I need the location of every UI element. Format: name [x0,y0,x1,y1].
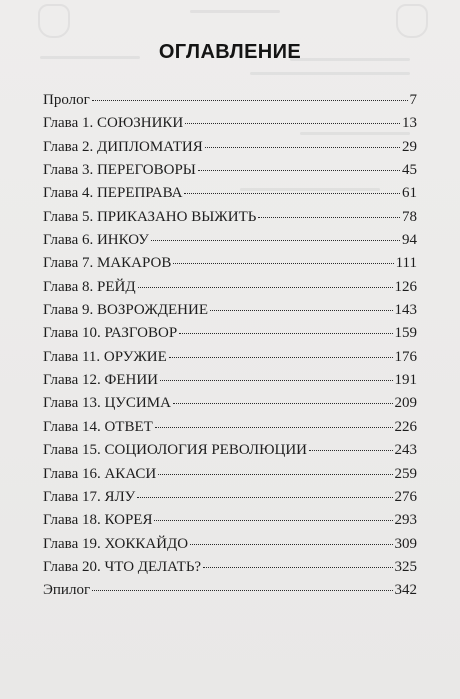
toc-entry-page: 309 [394,535,417,552]
toc-entry-title: Глава 13. ЦУСИМА [43,395,171,412]
toc-entry-title: Глава 11. ОРУЖИЕ [43,348,167,365]
toc-entry-page: 78 [402,208,417,225]
dot-leader [210,310,393,311]
dot-leader [205,147,400,148]
toc-entry-page: 191 [394,372,417,389]
toc-entry-page: 243 [394,442,417,459]
toc-entry-title: Глава 15. СОЦИОЛОГИЯ РЕВОЛЮЦИИ [43,442,308,459]
toc-entry-page: 276 [394,488,417,505]
toc-entry-title: Глава 1. СОЮЗНИКИ [43,115,184,132]
toc-entry-title: Глава 10. РАЗГОВОР [43,325,178,342]
toc-entry-title: Глава 17. ЯЛУ [43,488,136,505]
toc-entry[interactable] [43,206,417,229]
dot-leader [184,193,400,194]
table-of-contents-heading: ОГЛАВЛЕНИЕ [158,41,302,63]
toc-entry[interactable] [43,369,417,392]
toc-entry[interactable] [43,159,417,182]
toc-entry[interactable] [43,136,417,159]
toc-entry-title: Глава 6. ИНКОУ [43,232,149,249]
dot-leader [155,427,393,428]
toc-entry[interactable] [43,416,417,439]
toc-entry-page: 143 [394,302,417,319]
toc-entry[interactable] [43,533,417,556]
dot-leader [169,357,393,358]
toc-entry-title: Глава 2. ДИПЛОМАТИЯ [43,138,203,155]
toc-entry-page: 61 [402,185,417,202]
toc-entry-title: Глава 12. ФЕНИИ [43,372,158,389]
dot-leader [203,567,392,568]
toc-entry[interactable] [43,276,417,299]
dot-leader [137,497,392,498]
toc-entry-title: Глава 14. ОТВЕТ [43,418,153,435]
toc-entry[interactable] [43,112,417,135]
toc-entry-title: Глава 19. ХОККАЙДО [43,535,189,552]
table-of-contents [43,89,417,603]
toc-entry[interactable] [43,252,417,275]
toc-entry-title: Глава 3. ПЕРЕГОВОРЫ [43,162,196,179]
toc-entry[interactable] [43,182,417,205]
dot-leader [198,170,400,171]
toc-entry-page: 293 [394,512,417,529]
toc-entry-page: 94 [402,232,417,249]
toc-entry-page: 159 [394,325,417,342]
toc-entry-page: 13 [402,115,417,132]
toc-entry[interactable] [43,509,417,532]
toc-entry-page: 29 [402,138,417,155]
toc-entry-title: Глава 9. ВОЗРОЖДЕНИЕ [43,302,208,319]
toc-entry[interactable] [43,346,417,369]
toc-entry-title: Эпилог [43,582,91,599]
toc-entry-page: 7 [409,92,417,108]
dot-leader [92,100,408,101]
toc-entry-page: 209 [394,395,417,412]
toc-entry-page: 176 [394,348,417,365]
toc-entry-page: 259 [394,465,417,482]
dot-leader [158,474,392,475]
toc-entry[interactable] [43,392,417,415]
toc-entry-page: 325 [394,558,417,575]
toc-entry[interactable] [43,89,417,112]
toc-entry-title: Глава 8. РЕЙД [43,278,136,295]
toc-entry-title: Глава 5. ПРИКАЗАНО ВЫЖИТЬ [43,208,257,225]
toc-entry-page: 111 [395,255,417,272]
toc-entry-page: 342 [394,582,417,599]
toc-entry-title: Глава 20. ЧТО ДЕЛАТЬ? [43,558,202,575]
toc-entry-title: Глава 7. МАКАРОВ [43,255,172,272]
toc-entry[interactable] [43,579,417,602]
toc-entry[interactable] [43,486,417,509]
toc-entry[interactable] [43,439,417,462]
dot-leader [92,590,392,591]
toc-entry-title: Глава 4. ПЕРЕПРАВА [43,185,183,202]
toc-entry[interactable] [43,229,417,252]
toc-entry-page: 126 [394,278,417,295]
dot-leader [173,403,393,404]
toc-entry[interactable] [43,299,417,322]
dot-leader [173,263,393,264]
dot-leader [185,123,400,124]
toc-entry-page: 45 [402,162,417,179]
toc-entry-title: Пролог [43,92,90,108]
toc-entry[interactable] [43,322,417,345]
toc-entry-title: Глава 16. АКАСИ [43,465,157,482]
toc-entry-page: 226 [394,418,417,435]
dot-leader [179,333,392,334]
dot-leader [309,450,392,451]
dot-leader [151,240,400,241]
toc-entry[interactable] [43,556,417,579]
toc-entry-title: Глава 18. КОРЕЯ [43,512,153,529]
dot-leader [154,520,392,521]
toc-entry[interactable] [43,463,417,486]
dot-leader [190,544,392,545]
dot-leader [258,217,400,218]
dot-leader [160,380,393,381]
dot-leader [138,287,393,288]
